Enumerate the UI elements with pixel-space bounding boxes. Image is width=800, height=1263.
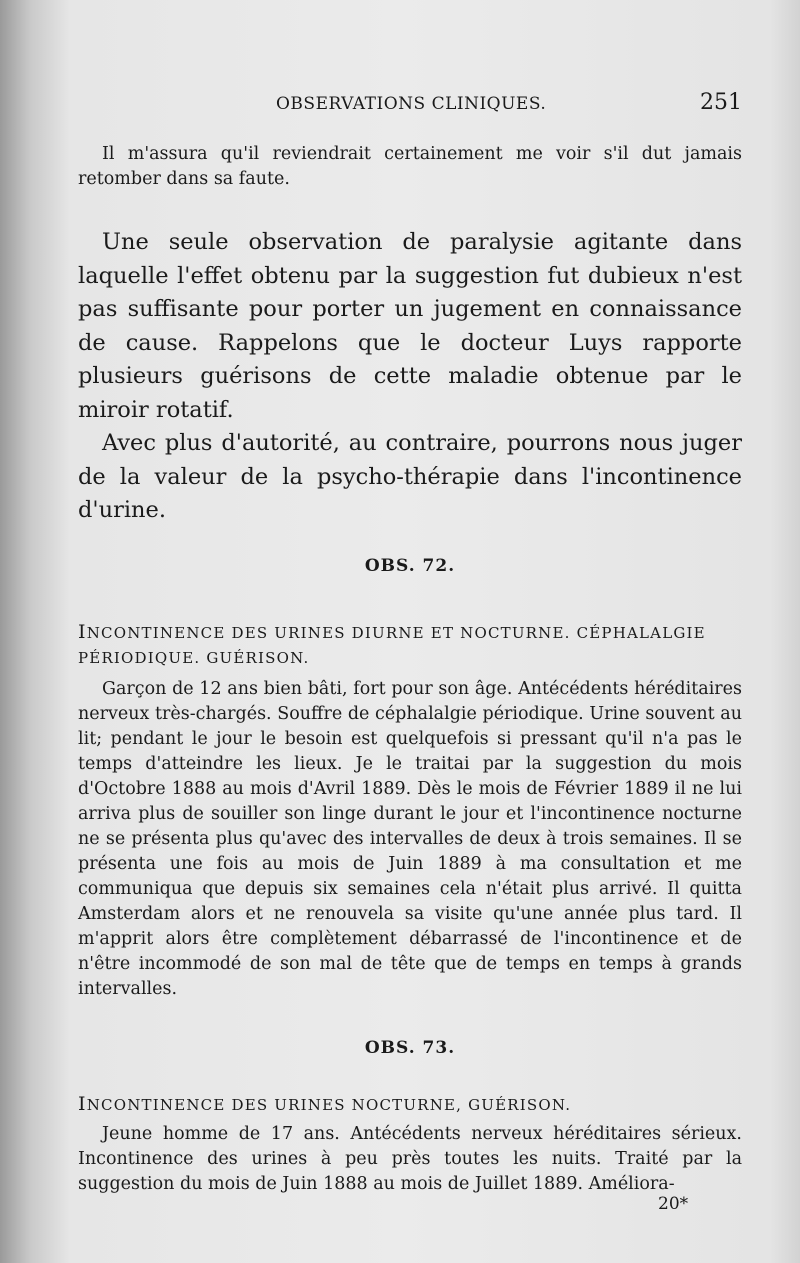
obs-73-label: OBS. 73. xyxy=(364,1037,456,1058)
obs-73-text: Jeune homme de 17 ans. Antécédents nerveux héréditaires sérieux. Incontinence des urines à peu près toutes les nuits. Traité par la suggestion du mois de Juin 1888 au mois de Juillet 1889. Améliora- xyxy=(78,1123,742,1194)
page-body xyxy=(78,142,742,1197)
page-header xyxy=(0,92,800,124)
obs-72-label: OBS. 72. xyxy=(364,555,456,576)
obs-72-title: INCONTINENCE DES URINES DIURNE ET NOCTURNE. CÉPHALALGIE PÉRIODIQUE. GUÉRISON. xyxy=(78,620,706,667)
commentary-paragraph-2: Avec plus d'autorité, au contraire, pourrons nous juger de la valeur de la psycho-thérapie dans l'incontinence d'urine. xyxy=(78,430,742,523)
continuation-paragraph: Il m'assura qu'il reviendrait certainement me voir s'il dut jamais retomber dans sa faute. xyxy=(78,144,742,189)
signature-mark: 20* xyxy=(658,1194,689,1214)
running-head: OBSERVATIONS CLINIQUES. xyxy=(276,94,547,114)
page-number: 251 xyxy=(700,90,742,115)
obs-73-title: INCONTINENCE DES URINES NOCTURNE, GUÉRISON. xyxy=(78,1092,572,1115)
obs-72-text: Garçon de 12 ans bien bâti, fort pour son âge. Antécédents héréditaires nerveux très-chargés. Souffre de céphalalgie périodique. Urine souvent au lit; pendant le jour le besoin est quelquefois si pressant qu'il n'a pas le temps d'atteindre les lieux. Je le traitai par la suggestion du mois d'Octobre 1888 au mois d'Avril 1889. Dès le mois de Février 1889 il ne lui arriva plus de souiller son linge durant le jour et l'incontinence nocturne ne se présenta plus qu'avec des intervalles de deux à trois semaines. Il se présenta une fois au mois de Juin 1889 à ma consultation et me communiqua que depuis six semaines cela n'était plus arrivé. Il quitta Amsterdam alors et ne renouvela sa visite qu'une année plus tard. Il m'apprit alors être complètement débarrassé de l'incontinence et de n'être incommodé de son mal de tête que de temps en temps à grands intervalles. xyxy=(78,678,742,999)
commentary-paragraph-1: Une seule observation de paralysie agitante dans laquelle l'effet obtenu par la suggestion fut dubieux n'est pas suffisante pour porter un jugement en connaissance de cause. Rappelons que le docteur Luys rapporte plusieurs guérisons de cette maladie obtenue par le miroir rotatif. xyxy=(78,229,742,423)
